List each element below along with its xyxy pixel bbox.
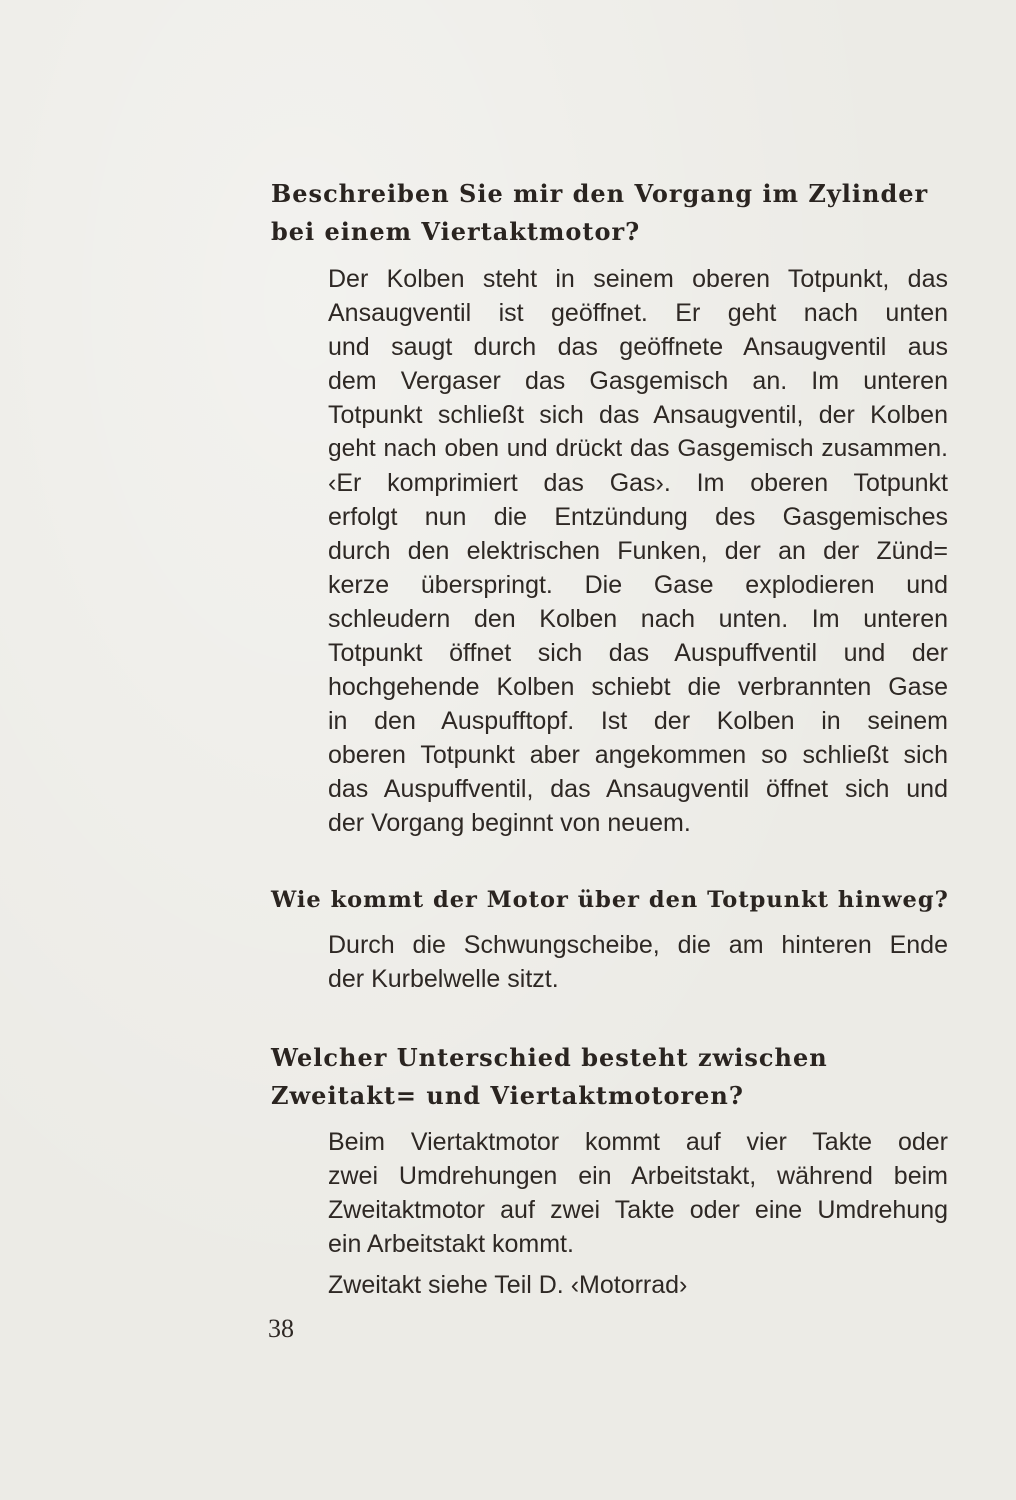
- answer-line: geht nach oben und drückt das Gasgemisch zusammen.: [328, 435, 948, 462]
- answer-line: schleudern den Kolben nach unten. Im unteren: [328, 605, 948, 633]
- answer-line: Durch die Schwungscheibe, die am hinteren Ende: [328, 931, 948, 959]
- answer-line: der Vorgang beginnt von neuem.: [328, 809, 691, 837]
- question-heading: [271, 1039, 951, 1115]
- answer-line: der Kurbelwelle sitzt.: [328, 965, 559, 993]
- answer-paragraph: [328, 1125, 948, 1261]
- page-number: 38: [268, 1314, 294, 1343]
- answer-paragraph: [328, 928, 948, 996]
- note-line: Zweitakt siehe Teil D. ‹Motorrad›: [328, 1271, 688, 1299]
- answer-line: Der Kolben steht in seinem oberen Totpunkt, das: [328, 265, 948, 293]
- answer-line: Totpunkt öffnet sich das Auspuffventil und der: [328, 639, 948, 667]
- answer-line: oberen Totpunkt aber angekommen so schließt sich: [328, 741, 948, 769]
- answer-line: in den Auspufftopf. Ist der Kolben in seinem: [328, 707, 948, 735]
- answer-line: und saugt durch das geöffnete Ansaugventil aus: [328, 333, 948, 361]
- answer-line: kerze überspringt. Die Gase explodieren und: [328, 571, 948, 599]
- question-line: Wie kommt der Motor über den Totpunkt hinweg?: [271, 887, 949, 913]
- question-line: bei einem Viertaktmotor?: [271, 217, 641, 246]
- question-line: Beschreiben Sie mir den Vorgang im Zylinder: [271, 179, 929, 208]
- cross-reference-note: [328, 1268, 948, 1302]
- answer-line: zwei Umdrehungen ein Arbeitstakt, während beim: [328, 1162, 948, 1190]
- answer-line: Totpunkt schließt sich das Ansaugventil, der Kolben: [328, 401, 948, 429]
- answer-line: durch den elektrischen Funken, der an der Zünd=: [328, 537, 948, 565]
- question-heading: [271, 881, 951, 919]
- question-line: Welcher Unterschied besteht zwischen: [271, 1043, 828, 1072]
- answer-line: das Auspuffventil, das Ansaugventil öffnet sich und: [328, 775, 948, 803]
- answer-line: Ansaugventil ist geöffnet. Er geht nach unten: [328, 299, 948, 327]
- answer-line: erfolgt nun die Entzündung des Gasgemisches: [328, 503, 948, 531]
- answer-line: hochgehende Kolben schiebt die verbrannten Gase: [328, 673, 948, 701]
- answer-line: ‹Er komprimiert das Gas›. Im oberen Totpunkt: [328, 469, 948, 497]
- question-line: Zweitakt= und Viertaktmotoren?: [271, 1081, 744, 1110]
- answer-line: dem Vergaser das Gasgemisch an. Im unteren: [328, 367, 948, 395]
- answer-paragraph: [328, 262, 948, 840]
- answer-line: Beim Viertaktmotor kommt auf vier Takte oder: [328, 1128, 948, 1156]
- question-heading: [271, 175, 951, 251]
- answer-line: Zweitaktmotor auf zwei Takte oder eine Umdrehung: [328, 1196, 948, 1224]
- answer-line: ein Arbeitstakt kommt.: [328, 1230, 574, 1258]
